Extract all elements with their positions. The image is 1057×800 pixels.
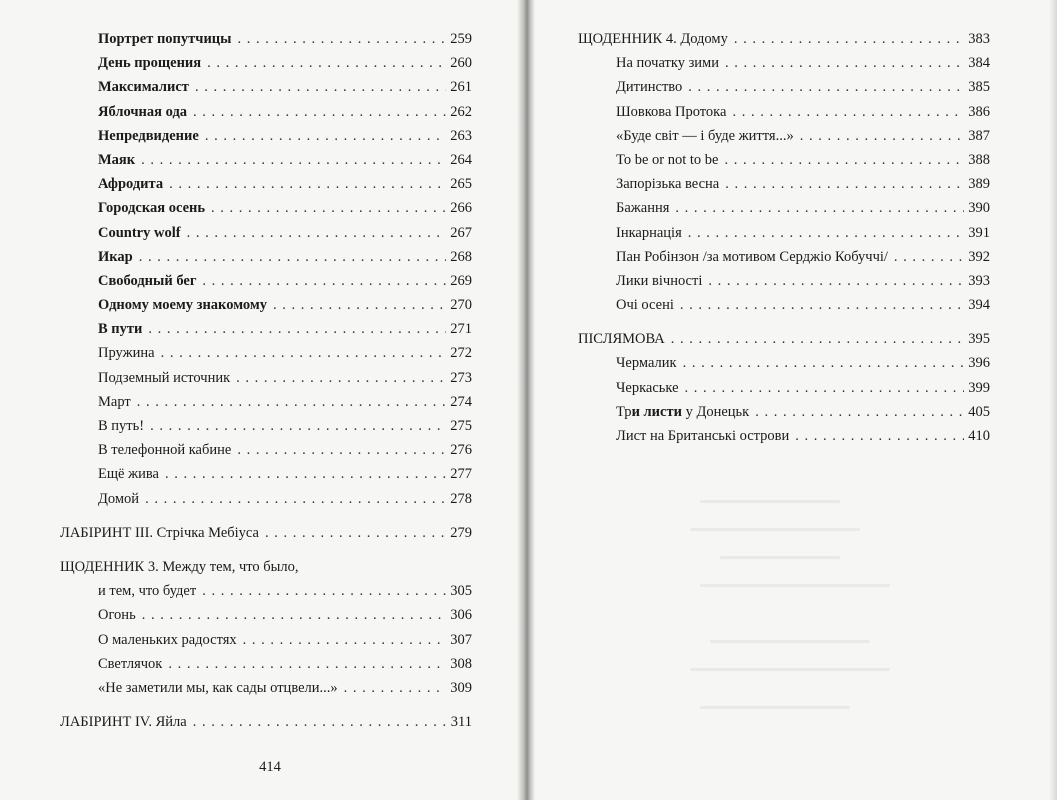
- toc-entry-page: 262: [450, 103, 472, 120]
- toc-section-entry[interactable]: [60, 710, 472, 734]
- toc-entry-title: Чермалик: [616, 355, 677, 372]
- leader-dots: [211, 196, 446, 220]
- toc-entry[interactable]: [578, 172, 990, 196]
- leader-dots: [755, 400, 964, 424]
- toc-entry[interactable]: [60, 366, 472, 390]
- leader-dots: [894, 245, 964, 269]
- toc-entry[interactable]: [60, 390, 472, 414]
- toc-entry-title: Лики вічності: [616, 272, 703, 289]
- leader-dots: [688, 75, 964, 99]
- toc-entry-title: Дитинство: [616, 79, 683, 96]
- toc-entry-page: 264: [450, 151, 472, 168]
- toc-entry-page: 393: [968, 272, 990, 289]
- page-edge: [1049, 0, 1057, 800]
- toc-entry[interactable]: [60, 317, 472, 341]
- leader-dots: [732, 100, 964, 124]
- leader-dots: [193, 710, 447, 734]
- leader-dots: [237, 438, 446, 462]
- toc-entry-page: 263: [450, 127, 472, 144]
- toc-entry-page: 387: [968, 127, 990, 144]
- toc-section-heading[interactable]: [60, 555, 472, 579]
- show-through-mark: [700, 500, 840, 503]
- leader-dots: [202, 269, 446, 293]
- toc-entry-title: Огонь: [98, 607, 136, 624]
- toc-entry-title: Пан Робінзон /за мотивом Серджіо Кобуччі/: [616, 248, 888, 265]
- toc-entry[interactable]: [578, 245, 990, 269]
- leader-dots: [265, 521, 446, 545]
- show-through-mark: [690, 528, 860, 531]
- leader-dots: [675, 196, 964, 220]
- toc-entry-title: ЩОДЕННИК 4. Додому: [578, 31, 728, 47]
- toc-entry-page: 311: [450, 714, 472, 731]
- toc-entry-page: 261: [450, 79, 472, 96]
- toc-section-entry[interactable]: [578, 27, 990, 51]
- toc-entry-page: 384: [968, 55, 990, 72]
- toc-entry[interactable]: [60, 676, 472, 700]
- toc-entry[interactable]: [578, 351, 990, 375]
- toc-entry-page: 395: [968, 331, 990, 348]
- toc-entry-page: 388: [968, 151, 990, 168]
- toc-entry-page: 268: [450, 248, 472, 265]
- toc-entry[interactable]: [60, 438, 472, 462]
- leader-dots: [685, 376, 965, 400]
- toc-entry-page: 309: [450, 679, 472, 696]
- toc-entry[interactable]: [60, 51, 472, 75]
- toc-entry-page: 405: [968, 403, 990, 420]
- toc-entry-page: 399: [968, 379, 990, 396]
- toc-entry[interactable]: [578, 124, 990, 148]
- leader-dots: [243, 628, 447, 652]
- toc-left-list: [60, 27, 472, 734]
- toc-entry-page: 383: [968, 31, 990, 47]
- toc-entry-page: 267: [450, 224, 472, 241]
- toc-entry-title: Черкаське: [616, 379, 679, 396]
- leader-dots: [708, 269, 964, 293]
- toc-entry[interactable]: [578, 221, 990, 245]
- toc-entry-title: Городская осень: [98, 200, 206, 217]
- toc-entry[interactable]: [60, 579, 472, 603]
- toc-entry[interactable]: [60, 462, 472, 486]
- toc-entry[interactable]: [578, 424, 990, 448]
- leader-dots: [169, 172, 446, 196]
- leader-dots: [193, 100, 446, 124]
- toc-entry[interactable]: [60, 341, 472, 365]
- toc-entry-page: 389: [968, 176, 990, 193]
- toc-entry-title: Пружина: [98, 345, 155, 362]
- leader-dots: [725, 172, 964, 196]
- toc-entry-title: [616, 400, 749, 424]
- toc-entry-title: Шовкова Протока: [616, 103, 727, 120]
- toc-entry-title: Country wolf: [98, 224, 181, 241]
- toc-entry-page: 274: [450, 393, 472, 410]
- show-through-mark: [690, 668, 890, 671]
- toc-entry-page: 385: [968, 79, 990, 96]
- toc-entry[interactable]: [578, 75, 990, 99]
- toc-entry-title: День прощения: [98, 55, 202, 72]
- toc-entry[interactable]: [60, 414, 472, 438]
- toc-right-list: [578, 27, 990, 448]
- toc-entry-title: Ещё жива: [98, 466, 159, 483]
- leader-dots: [236, 366, 446, 390]
- toc-entry-title: Одному моему знакомому: [98, 297, 267, 314]
- show-through-mark: [700, 584, 890, 587]
- leader-dots: [680, 293, 964, 317]
- toc-entry-page: 259: [450, 31, 472, 47]
- toc-entry-title: ЩОДЕННИК 3. Между тем, что было,: [60, 558, 299, 575]
- toc-entry[interactable]: [60, 100, 472, 124]
- toc-entry-title: В путь!: [98, 418, 145, 434]
- toc-section-entry[interactable]: [578, 327, 990, 351]
- leader-dots: [207, 51, 446, 75]
- toc-title-part: Тр: [616, 403, 632, 420]
- toc-entry[interactable]: [60, 196, 472, 220]
- leader-dots: [688, 221, 964, 245]
- toc-entry[interactable]: [578, 269, 990, 293]
- toc-entry-page: 391: [968, 224, 990, 241]
- toc-section-entry[interactable]: [60, 521, 472, 545]
- toc-entry[interactable]: [578, 376, 990, 400]
- leader-dots: [148, 317, 446, 341]
- toc-title-part: у Донецьк: [681, 403, 750, 420]
- leader-dots: [161, 341, 447, 365]
- toc-entry-page: 305: [450, 583, 472, 600]
- toc-entry-title: Яблочная ода: [98, 103, 188, 120]
- show-through-mark: [710, 640, 870, 643]
- toc-entry[interactable]: [60, 652, 472, 676]
- leader-dots: [205, 124, 446, 148]
- leader-dots: [145, 487, 446, 511]
- toc-entry-title: Бажання: [616, 200, 670, 217]
- leader-dots: [734, 27, 964, 51]
- toc-entry-title: Портрет попутчицы: [98, 31, 232, 47]
- toc-entry-page: 392: [968, 248, 990, 265]
- toc-entry-title: Максималист: [98, 79, 189, 96]
- toc-entry-title: Інкарнація: [616, 224, 682, 241]
- leader-dots: [724, 148, 964, 172]
- leader-dots: [344, 676, 447, 700]
- toc-entry-title: и тем, что будет: [98, 583, 197, 600]
- toc-entry-title: В телефонной кабине: [98, 442, 232, 459]
- toc-entry[interactable]: [578, 196, 990, 220]
- leader-dots: [202, 579, 446, 603]
- toc-entry-title: На початку зими: [616, 55, 719, 72]
- toc-entry[interactable]: [60, 628, 472, 652]
- toc-entry-title: Светлячок: [98, 655, 163, 672]
- toc-entry-page: 390: [968, 200, 990, 217]
- toc-entry-page: 266: [450, 200, 472, 217]
- toc-entry[interactable]: [60, 245, 472, 269]
- toc-entry-title: «Буде світ — і буде життя...»: [616, 127, 794, 144]
- toc-entry-page: 308: [450, 655, 472, 672]
- toc-entry-title: Икар: [98, 248, 133, 265]
- toc-entry[interactable]: [578, 148, 990, 172]
- toc-entry-page: 306: [450, 607, 472, 624]
- toc-entry-title: Маяк: [98, 151, 136, 168]
- toc-entry[interactable]: [60, 172, 472, 196]
- toc-entry[interactable]: [60, 27, 472, 51]
- toc-entry-title: ЛАБІРИНТ ІІІ. Стрічка Мебіуса: [60, 524, 259, 541]
- toc-entry-title: Запорізька весна: [616, 176, 720, 193]
- leader-dots: [187, 221, 447, 245]
- toc-entry-page: 275: [450, 418, 472, 434]
- toc-entry-page: 265: [450, 176, 472, 193]
- show-through-mark: [720, 556, 840, 559]
- leader-dots: [195, 75, 446, 99]
- toc-entry-page: 394: [968, 297, 990, 314]
- leader-dots: [142, 603, 447, 627]
- toc-entry-title: «Не заметили мы, как сады отцвели...»: [98, 679, 338, 696]
- toc-entry-title: Домой: [98, 490, 140, 507]
- toc-entry-title: Свободный бег: [98, 272, 197, 289]
- toc-entry-page: 396: [968, 355, 990, 372]
- toc-entry[interactable]: [578, 51, 990, 75]
- toc-entry-title: ПІСЛЯМОВА: [578, 331, 665, 348]
- toc-entry-page: 410: [968, 428, 990, 444]
- toc-entry-page: 386: [968, 103, 990, 120]
- leader-dots: [725, 51, 964, 75]
- toc-entry[interactable]: [60, 124, 472, 148]
- toc-entry-title: Лист на Британські острови: [616, 428, 790, 444]
- toc-entry[interactable]: [60, 269, 472, 293]
- toc-entry[interactable]: [60, 221, 472, 245]
- toc-entry-page: 269: [450, 272, 472, 289]
- toc-entry-title: Март: [98, 393, 131, 410]
- toc-entry[interactable]: [60, 603, 472, 627]
- toc-entry-page: 260: [450, 55, 472, 72]
- toc-title-part-bold: и листи: [631, 403, 682, 420]
- toc-entry-title: В пути: [98, 321, 143, 338]
- book-gutter: [517, 0, 535, 800]
- toc-entry-title: Очі осені: [616, 297, 674, 314]
- leader-dots: [137, 390, 447, 414]
- leader-dots: [800, 124, 965, 148]
- toc-entry[interactable]: [578, 293, 990, 317]
- toc-entry-title: О маленьких радостях: [98, 631, 237, 648]
- toc-entry-title: Подземный источник: [98, 369, 231, 386]
- toc-entry-title: ЛАБІРИНТ IV. Яйла: [60, 714, 187, 731]
- toc-entry-title: To be or not to be: [616, 151, 719, 168]
- leader-dots: [165, 462, 446, 486]
- toc-entry-page: 271: [450, 321, 472, 338]
- leader-dots: [139, 245, 447, 269]
- toc-entry[interactable]: [60, 293, 472, 317]
- leader-dots: [795, 424, 964, 448]
- toc-entry[interactable]: [60, 148, 472, 172]
- toc-entry-page: 270: [450, 297, 472, 314]
- toc-entry-page: 273: [450, 369, 472, 386]
- leader-dots: [273, 293, 446, 317]
- toc-entry-page: 307: [450, 631, 472, 648]
- leader-dots: [141, 148, 446, 172]
- toc-entry-page: 279: [450, 524, 472, 541]
- page-number: 414: [259, 759, 281, 775]
- toc-entry-page: 278: [450, 490, 472, 507]
- toc-entry-page: 277: [450, 466, 472, 483]
- toc-entry[interactable]: [60, 487, 472, 511]
- toc-entry[interactable]: [578, 100, 990, 124]
- leader-dots: [683, 351, 965, 375]
- toc-entry-page: 276: [450, 442, 472, 459]
- toc-entry-page: 272: [450, 345, 472, 362]
- show-through-mark: [700, 706, 850, 709]
- toc-entry-title: Непредвидение: [98, 127, 199, 144]
- toc-entry[interactable]: [60, 75, 472, 99]
- leader-dots: [238, 27, 447, 51]
- leader-dots: [671, 327, 965, 351]
- leader-dots: [150, 414, 446, 438]
- toc-entry-title: Афродита: [98, 176, 164, 193]
- leader-dots: [168, 652, 446, 676]
- toc-entry[interactable]: [578, 400, 990, 424]
